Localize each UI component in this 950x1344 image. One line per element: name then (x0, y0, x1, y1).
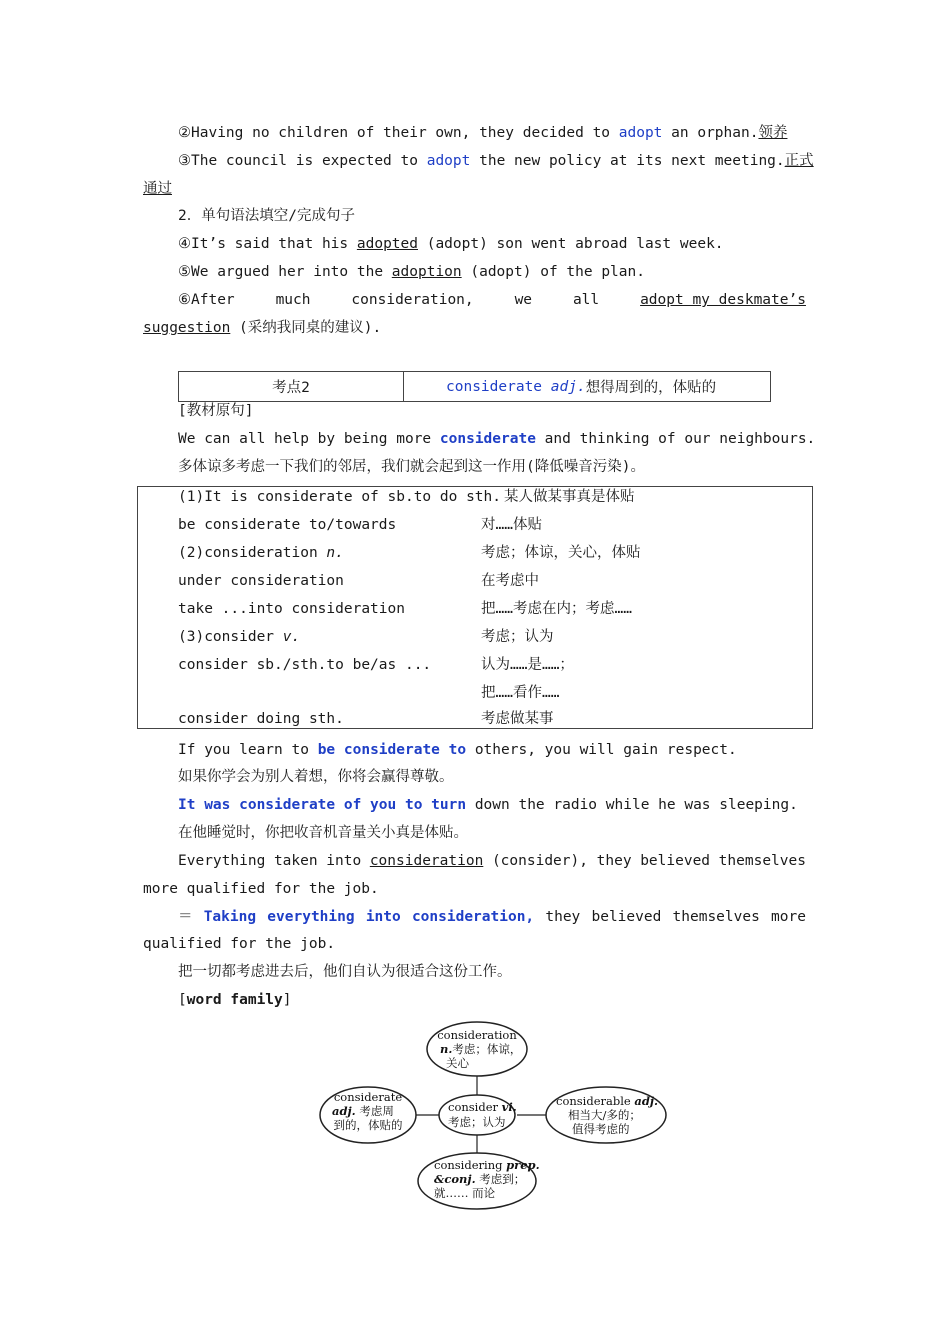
item-text: we (514, 292, 533, 308)
keyword: consideration, (411, 909, 535, 925)
keyword: It was considerate of you to turn (178, 797, 467, 813)
keyword: everything (267, 909, 355, 925)
usage-en: consider doing sth. (178, 711, 344, 727)
usage-zh: 某人做某事真是体贴 (504, 489, 635, 505)
sentence-text: more (771, 909, 806, 925)
item-marker: ⑤ (178, 264, 191, 280)
usage-en-text: (3)consider (178, 629, 283, 645)
usage-en-text: (1)It is considerate of sb.to do sth. (178, 489, 502, 505)
example-text: an orphan. (662, 125, 759, 141)
node-pos: adj. (332, 1104, 356, 1118)
answer: consideration (369, 853, 484, 869)
keyword: be considerate to (317, 742, 467, 758)
node-meaning: 关心 (446, 1056, 469, 1070)
item-text: all (572, 292, 600, 308)
example-translation: 把一切都考虑进去后，他们自认为很适合这份工作。 (178, 964, 512, 980)
textbook-translation: 多体谅多考虑一下我们的邻居，我们就会起到这一作用(降低噪音污染)。 (178, 459, 645, 475)
example-sentence-cont: more qualified for the job. (143, 881, 379, 897)
fill-item-5 (178, 262, 645, 282)
meaning: 想得周到的，体贴的 (585, 380, 717, 396)
node-pos: vi. (501, 1100, 517, 1114)
example-alt-sentence (178, 907, 806, 927)
sentence-text: themselves (718, 853, 806, 869)
keyword: adopt (618, 125, 663, 141)
example-sentence (178, 851, 806, 871)
usage-en (178, 627, 300, 647)
node-meaning: 就…… 而论 (434, 1186, 496, 1200)
node-word: consideration (437, 1028, 517, 1042)
example-line-3 (178, 151, 814, 171)
node-word-text: considering (434, 1158, 503, 1172)
example-sentence (178, 740, 737, 760)
node-word-text: considerable (556, 1094, 631, 1108)
usage-en (178, 487, 501, 507)
word-family-label: [word family] (178, 992, 292, 1008)
usage-en: under consideration (178, 573, 344, 589)
node-pos: adj. (634, 1094, 659, 1108)
node-meaning-text: 考虑到； (479, 1172, 526, 1186)
usage-zh: 在考虑中 (481, 573, 539, 589)
example-translation: 如果你学会为别人着想，你将会赢得尊敬。 (178, 769, 454, 785)
equals-sign: ＝ (178, 909, 193, 925)
keyword: considerate (446, 378, 543, 395)
kaodian-table (178, 371, 771, 402)
sentence-text: and thinking of our neighbours. (535, 431, 816, 447)
answer: adopt my deskmate’s (640, 292, 806, 308)
kaodian-label: 考点2 (179, 372, 404, 401)
sentence-text: themselves (672, 909, 760, 925)
node-meaning: 到的，体贴的 (333, 1118, 403, 1132)
sentence-text: (consider), (491, 853, 588, 869)
usage-zh: 考虑；体谅，关心，体贴 (481, 545, 641, 561)
example-text: the new policy at its next meeting. (470, 153, 785, 169)
sentence-text: believed (591, 909, 662, 925)
usage-en-text: (2)consideration (178, 545, 327, 561)
keyword: adopt (426, 153, 471, 169)
usage-en: take ...into consideration (178, 601, 405, 617)
usage-zh: 考虑；认为 (481, 629, 554, 645)
node-word: considerate (333, 1090, 403, 1104)
usage-en: consider sb./sth.to be/as ... (178, 657, 432, 673)
sentence-text: taken (273, 853, 318, 869)
node-meaning (440, 1042, 521, 1056)
item-text: consideration, (351, 292, 474, 308)
kaodian-word (404, 372, 770, 401)
sentence-text: down the radio while he was sleeping. (466, 797, 798, 813)
example-sentence (178, 795, 798, 815)
textbook-sentence (178, 429, 815, 449)
node-pos: prep. (506, 1158, 540, 1172)
node-meaning-text: 考虑；体谅， (452, 1042, 522, 1056)
part-of-speech: n. (326, 545, 344, 561)
fill-item-4 (178, 234, 724, 254)
part-of-speech: adj. (550, 378, 586, 395)
section-title: 2．单句语法填空/完成句子 (178, 208, 355, 224)
word-family-title: word family (186, 992, 283, 1008)
usage-zh: 认为……是……； (481, 657, 574, 673)
sentence-text: others, you will gain respect. (466, 742, 737, 758)
item-text: (adopt) of the plan. (461, 264, 645, 280)
item-text: (adopt) son went abroad last week. (417, 236, 724, 252)
usage-zh: 对……体贴 (481, 517, 542, 533)
usage-en (178, 543, 344, 563)
item-text: It’s said that his (191, 236, 357, 252)
node-meaning (434, 1172, 525, 1186)
node-word (448, 1100, 517, 1114)
item-text: We argued her into the (191, 264, 392, 280)
usage-en: be considerate to/towards (178, 517, 397, 533)
sentence-text: If you learn to (178, 742, 318, 758)
answer: suggestion (143, 320, 231, 336)
usage-box (137, 486, 813, 729)
node-pos: &conj. (434, 1172, 476, 1186)
textbook-label: [教材原句] (178, 403, 254, 419)
word-family-diagram (300, 1015, 680, 1215)
keyword: into (365, 909, 401, 925)
fill-item-6 (178, 290, 806, 310)
node-pos: n. (440, 1042, 453, 1056)
item-marker: ③ (178, 153, 191, 169)
meaning: 正式 (784, 153, 814, 169)
keyword: considerate (439, 431, 536, 447)
item-marker: ④ (178, 236, 191, 252)
part-of-speech: v. (282, 629, 301, 645)
example-text: Having no children of their own, they decided to (191, 125, 611, 141)
sentence-text: We can all help by being more (178, 431, 440, 447)
usage-zh: 把……看作…… (481, 685, 560, 701)
usage-zh: 考虑做某事 (481, 711, 554, 727)
keyword: Taking (203, 909, 257, 925)
node-word (434, 1158, 540, 1172)
example-text: The council is expected to (191, 153, 418, 169)
item-text: much (275, 292, 311, 308)
node-meaning-text: 考虑周 (359, 1104, 394, 1118)
node-meaning: 相当大/多的； (568, 1108, 641, 1122)
node-meaning (332, 1104, 394, 1118)
item-marker: ② (178, 125, 191, 141)
item-text: ⑥After (178, 292, 235, 308)
node-word (556, 1094, 658, 1108)
example-translation: 在他睡觉时，你把收音机音量关小真是体贴。 (178, 825, 468, 841)
meaning-continued: 通过 (143, 181, 172, 197)
fill-item-6-cont (143, 318, 381, 338)
node-meaning: 考虑；认为 (448, 1115, 506, 1129)
example-line-2 (178, 123, 787, 143)
answer: adoption (391, 264, 462, 280)
sentence-text: into (326, 853, 362, 869)
sentence-text: they (545, 909, 581, 925)
example-alt-cont: qualified for the job. (143, 936, 336, 952)
meaning: 领养 (758, 125, 788, 141)
node-meaning: 值得考虑的 (572, 1122, 630, 1136)
sentence-text: Everything (178, 853, 266, 869)
answer: adopted (356, 236, 418, 252)
node-word-text: consider (448, 1100, 499, 1114)
sentence-text: they (596, 853, 632, 869)
sentence-text: believed (640, 853, 711, 869)
item-text: (采纳我同桌的建议). (230, 320, 382, 336)
usage-zh: 把……考虑在内；考虑…… (481, 601, 632, 617)
